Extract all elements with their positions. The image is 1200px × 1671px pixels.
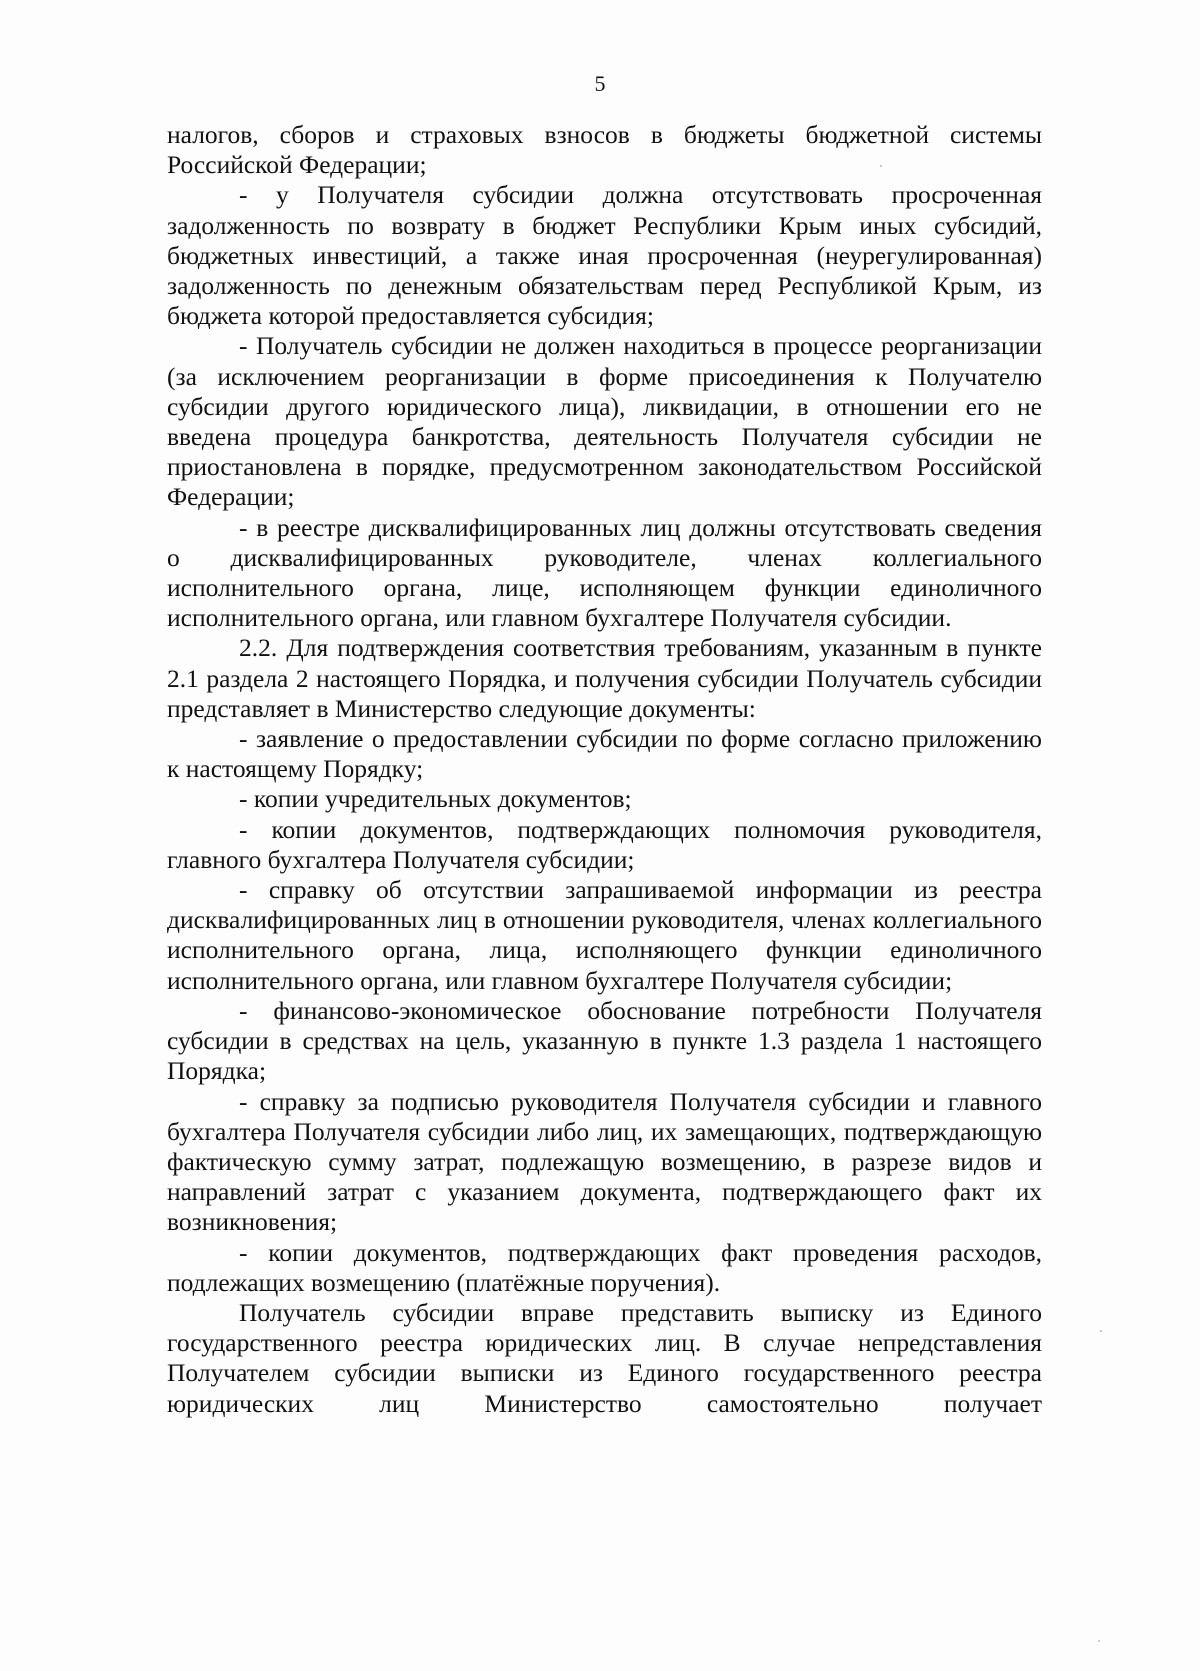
list-item-application: - заявление о предоставлении субсидии по форме согласно приложению к настоящему Порядку; (167, 724, 1042, 784)
list-item-founding-documents: - копии учредительных документов; (239, 784, 632, 814)
page-number: 5 (594, 71, 606, 96)
scan-speck (1100, 1330, 1102, 1332)
scan-speck (1098, 1640, 1100, 1642)
paragraph-disqualified-registry: - в реестре дисквалифицированных лиц должны отсутствовать сведения о дисквалифицированных руководителе, членах коллегиального исполнительного органа, лице, исполняющем функции единоличного исполнительного органа, или главном бухгалтере Получателя субсидии. (167, 512, 1042, 633)
paragraph-taxes-continuation: налогов, сборов и страховых взносов в бюджеты бюджетной системы Российской Федерации; (167, 120, 1042, 180)
document-body (167, 120, 1042, 1419)
paragraph-no-overdue-debt: - у Получателя субсидии должна отсутствовать просроченная задолженность по возврату в бюджет Республики Крым иных субсидий, бюджетных инвестиций, а также иная просроченная (неурегулированная) задолженность по денежным обязательствам перед Республикой Крым, из бюджета которой предоставляется субсидия; (167, 180, 1042, 331)
paragraph-registry-extract: Получатель субсидии вправе представить выписку из Единого государственного реестра юридических лиц. В случае непредставления Получателем субсидии выписки из Единого государственного реестра юридических лиц Министерство самостоятельно получает (167, 1297, 1042, 1418)
scan-speck (880, 165, 882, 167)
list-item-registry-certificate: - справку об отсутствии запрашиваемой информации из реестра дисквалифицированных лиц в отношении руководителя, членах коллегиального исполнительного органа, лица, исполняющего функции единоличного исполнительного органа, или главном бухгалтере Получателя субсидии; (167, 875, 1042, 995)
list-item-financial-justification: - финансово-экономическое обоснование потребности Получателя субсидии в средствах на цель, указанную в пункте 1.3 раздела 1 настоящего Порядка; (167, 995, 1042, 1086)
list-item-payment-documents: - копии документов, подтверждающих факт проведения расходов, подлежащих возмещению (платёжные поручения). (167, 1237, 1042, 1297)
paragraph-section-2-2: 2.2. Для подтверждения соответствия требованиям, указанным в пункте 2.1 раздела 2 настоящего Порядка, и получения субсидии Получатель субсидии представляет в Министерство следующие документы: (167, 633, 1042, 723)
list-item-cost-certificate: - справку за подписью руководителя Получателя субсидии и главного бухгалтера Получателя субсидии либо лиц, их замещающих, подтверждающую фактическую сумму затрат, подлежащую возмещению, в разрезе видов и направлений затрат с указанием документа, подтверждающего факт их возникновения; (167, 1086, 1042, 1237)
list-item-authority-documents: - копии документов, подтверждающих полномочия руководителя, главного бухгалтера Получателя субсидии; (167, 814, 1042, 874)
paragraph-no-reorganization: - Получатель субсидии не должен находиться в процессе реорганизации (за исключением реорганизации в форме присоединения к Получателю субсидии другого юридического лица), ликвидации, в отношении его не введена процедура банкротства, деятельность Получателя субсидии не приостановлена в порядке, предусмотренном законодательством Российской Федерации; (167, 331, 1042, 512)
